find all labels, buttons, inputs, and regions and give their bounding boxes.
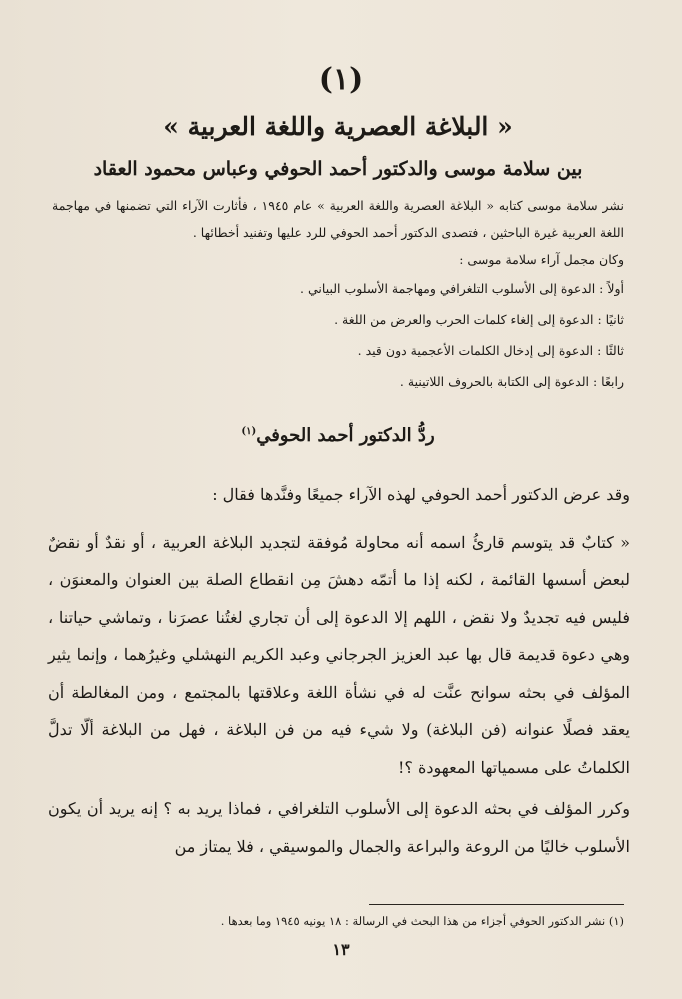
quoted-paragraph: « كتابٌ قد يتوسم قارئُ اسمه أنه محاولة مُوفقة لتجديد البلاغة العربية ، أو نقدٌ أو نقضٌ لبعض أسسها القائمة ، لكنه إذا ما أتمّه دهشَ مِن انقطاع الصلة بين العنوان والمعنوَن ، فليس فيه تجديدٌ ولا نقض ، اللهم إلا الدعوة إلى أن تجاري لغتُنا عصرَنا ، وتماشي حياتنا ، وهي دعوة قديمة قال بها عبد العزيز الجرجاني وعبد الكريم النهشلي وغيرُهما ، وإنما يثير المؤلف في بحثه سوانح عنَّت له في نشأة اللغة وعلاقتها بالمجتمع ، ومن المغالطة أن يعقد فصلًا عنوانه (فن البلاغة) ولا شيء فيه من فن البلاغة ، فهل من البلاغة ألّا تدلَّ الكلماتُ على مسمياتها المعهودة ؟! [48,532,631,777]
page-number: ١٣ [332,940,350,959]
point-item: أولاً : الدعوة إلى الأسلوب التلغرافي ومهاجمة الأسلوب البياني . [300,281,624,296]
footnote: (١) نشر الدكتور الحوفي أجزاء من هذا البحث في الرسالة : ١٨ يونيه ١٩٤٥ وما بعدها . [220,914,624,928]
chapter-number: (١) [318,62,364,97]
footnote-divider [369,904,624,905]
intro-paragraph: نشر سلامة موسى كتابه « البلاغة العصرية واللغة العربية » عام ١٩٤٥ ، فأثارت الآراء التي تضمنها في مهاجمة اللغة العربية غيرة الباحثين ، فتصدى الدكتور أحمد الحوفي للرد عليها وتفنيد أخطائها . [52,198,624,240]
body-paragraph: وكرر المؤلف في بحثه الدعوة إلى الأسلوب التلغرافي ، فماذا يريد به ؟ إنه يريد أن يكون الأسلوب خاليًا من الروعة والبراعة والجمال والموسيقي ، فلا يمتاز من [48,799,630,856]
chapter-subtitle: بين سلامة موسى والدكتور أحمد الحوفي وعباس محمود العقاد [93,158,583,180]
section-heading [52,425,624,446]
points-list [52,273,624,397]
footnote-marker[interactable]: (١) [241,426,257,437]
body-paragraph: وقد عرض الدكتور أحمد الحوفي لهذه الآراء جميعًا وفنَّدها فقال : [212,485,630,504]
intro-lead: وكان مجمل آراء سلامة موسى : [459,252,624,267]
section-heading-text: ردُّ الدكتور أحمد الحوفي [256,425,435,446]
intro-section [52,192,624,397]
chapter-title: « البلاغة العصرية واللغة العربية » [163,112,513,141]
point-item: ثالثًا : الدعوة إلى إدخال الكلمات الأعجمية دون قيد . [357,343,624,358]
point-item: رابعًا : الدعوة إلى الكتابة بالحروف اللاتينية . [399,374,624,389]
point-item: ثانيًا : الدعوة إلى إلغاء كلمات الحرب والعرض من اللغة . [334,312,624,327]
body-text [48,476,630,865]
